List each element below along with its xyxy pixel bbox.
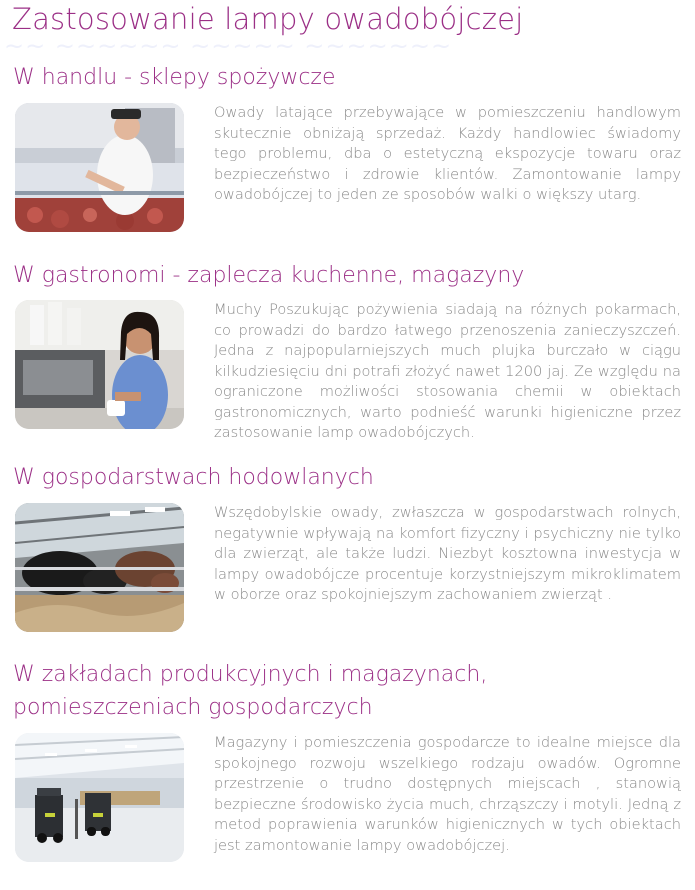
page-title: Zastosowanie lampy owadobójczej xyxy=(12,2,524,36)
butcher-counter-photo xyxy=(15,103,184,232)
section-text-zaklady: Magazyny i pomieszczenia gospodarcze to idealne miejsce dla spokojnego rozwoju wszelkiego rodzaju owadów. Ogromne przestrzenie o trudno dostępnych miejscach , stanowią bezpieczne środowisko życia much, chrząszczy i motyli. Jedną z metod poprawienia warunków higienicznych w tych obiektach jest zamontowanie lampy owadobójczej. xyxy=(214,734,681,854)
section-title-zaklady: W zakładach produkcyjnych i magazynach, pomieszczeniach gospodarczych xyxy=(13,662,488,720)
section-title-gastronomia: W gastronomi - zaplecza kuchenne, magazyny xyxy=(13,263,525,288)
section-title-hodowla: W gospodarstwach hodowlanych xyxy=(13,465,374,490)
section-text-handel: Owady latające przebywające w pomieszczeniu handlowym skutecznie obniżają sprzedaż. Każdy handlowiec świadomy tego problemu, dba o estetyczną ekspozycje towaru oraz bezpieczeństwo i zdrowie klientów. Zamontowanie lampy owadobójczej to jeden ze sposobów walki o większy utarg. xyxy=(214,104,681,203)
warehouse-forklift-photo xyxy=(15,733,184,862)
section-text-hodowla: Wszędobylskie owady, zwłaszcza w gospodarstwach rolnych, negatywnie wpływają na komfort fizyczny i psychiczny nie tylko dla zwierząt, ale także ludzi. Niezbyt kosztowna inwestycja w lampy owadobójcze procentuje korzystniejszym mikroklimatem w oborze oraz spokojniejszym zachowaniem zwierząt . xyxy=(214,504,681,603)
cattle-barn-photo xyxy=(15,503,184,632)
title-ghost-reflection: ~~ ~~~~~~ ~~~~~ ~~~~~~~ xyxy=(4,32,453,60)
section-title-handel: W handlu - sklepy spożywcze xyxy=(13,65,336,90)
barista-photo xyxy=(15,300,184,429)
section-text-gastronomia: Muchy Poszukując pożywienia siadają na różnych pokarmach, co prowadzi do bardzo łatwego przenoszenia zanieczyszczeń. Jedna z najpopularniejszych much plujka burczało w ciągu kilkudziesięciu dni potrafi złożyć nawet 1200 jaj. Ze względu na ograniczone możliwości stosowania chemii w obiektach gastronomicznych, warto podnieść warunki higieniczne przez zastosowanie lamp owadobójczych. xyxy=(214,301,681,441)
